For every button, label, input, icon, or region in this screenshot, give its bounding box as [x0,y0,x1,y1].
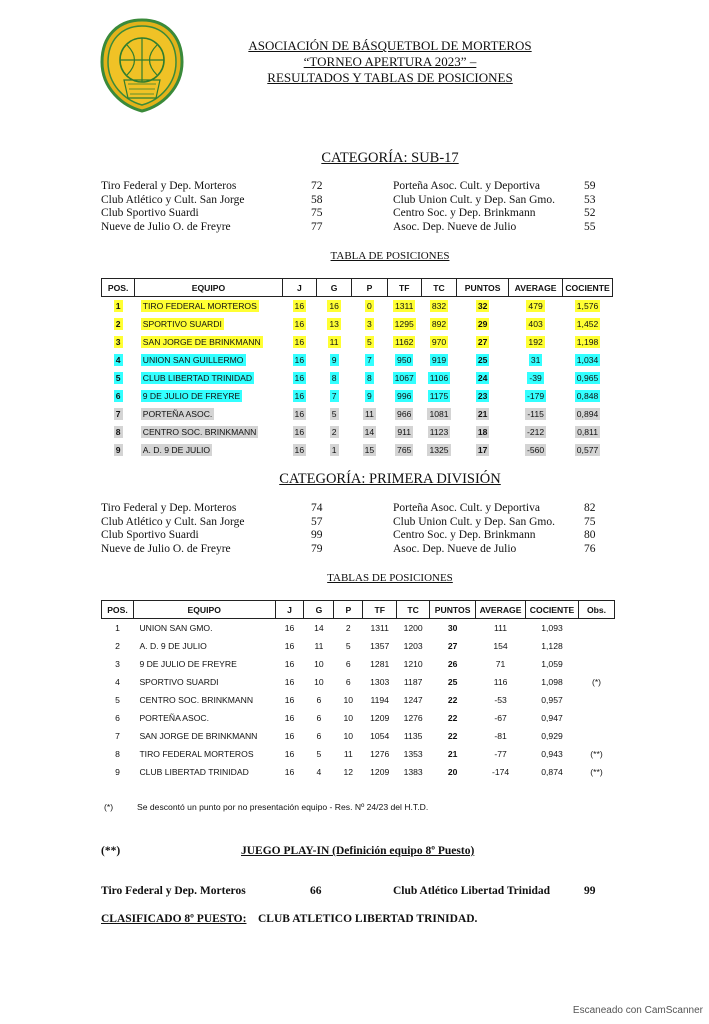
cell-tf: 1311 [394,301,414,311]
cell-g: 5 [331,409,337,419]
sub17-standings-table [101,278,613,459]
cell-pos: 6 [115,391,121,401]
category-primera-title: CATEGORÍA: PRIMERA DIVISIÓN [279,471,501,487]
cell-obs [578,691,614,709]
table-row [102,369,613,387]
sub17-results [101,180,621,235]
cell-tc: 1123 [429,427,449,437]
column-header: J [282,279,316,297]
cell-tf: 1162 [394,337,414,347]
cell-p: 11 [364,409,374,419]
cell-team: 9 DE JULIO DE FREYRE [142,391,241,401]
table-row [102,387,613,405]
sub17-table-title: TABLA DE POSICIONES [330,250,450,262]
cell-tc: 1353 [403,749,423,759]
cell-avg: -67 [494,713,507,723]
cell-pts: 27 [447,641,458,651]
cell-coc: 0,874 [541,767,563,777]
column-header: COCIENTE [526,601,579,619]
footnote-text: Se descontó un punto por no presentación equipo - Res. Nº 24/23 del H.T.D. [137,802,429,812]
cell-team: SAN JORGE DE BRINKMANN [142,337,261,347]
column-header: TC [421,279,456,297]
cell-j: 16 [294,445,305,455]
cell-g: 4 [316,767,322,777]
result-row: Tiro Federal y Dep. Morteros 72 Porteña Asoc. Cult. y Deportiva 59 [101,180,596,192]
cell-tf: 1054 [370,731,390,741]
cell-tc: 919 [431,355,447,365]
cell-coc: 1,452 [576,319,599,329]
cell-coc: 0,943 [541,749,563,759]
cell-j: 16 [294,391,305,401]
cell-pts: 29 [477,319,488,329]
primera-results [101,502,621,557]
cell-avg: -53 [494,695,507,705]
cell-g: 1 [331,445,337,455]
table-row [102,673,615,691]
cell-p: 7 [367,355,372,365]
cell-pts: 22 [447,731,458,741]
cell-obs: (**) [590,749,603,759]
cell-pos: 5 [115,695,120,705]
result-row: Club Sportivo Suardi 75 Centro Soc. y Dep. Brinkmann 52 [101,207,596,220]
cell-p: 12 [343,767,354,777]
cell-tf: 1295 [394,319,414,329]
cell-tf: 1276 [370,749,390,759]
cell-j: 16 [284,677,295,687]
cell-team: A. D. 9 DE JULIO [142,445,211,455]
playin-home-score: 66 [310,885,322,897]
cell-tc: 1210 [403,659,423,669]
table-row [102,441,613,459]
cell-g: 6 [316,695,322,705]
cell-j: 16 [284,767,295,777]
cell-team: CENTRO SOC. BRINKMANN [139,695,254,705]
result-row: Nueve de Julio O. de Freyre 77 Asoc. Dep. Nueve de Julio 55 [101,221,596,234]
cell-p: 5 [367,337,372,347]
cell-team: PORTEÑA ASOC. [139,713,210,723]
cell-avg: -81 [494,731,507,741]
cell-team: CLUB LIBERTAD TRINIDAD [139,767,249,777]
column-header: P [334,601,363,619]
cell-tc: 892 [431,319,447,329]
header-line-3: RESULTADOS Y TABLAS DE POSICIONES [267,70,513,85]
cell-tc: 832 [431,301,447,311]
cell-obs [578,637,614,655]
table-row [102,709,615,727]
cell-pts: 30 [447,623,458,633]
footnote [104,802,429,812]
result-row: Tiro Federal y Dep. Morteros 74 Porteña Asoc. Cult. y Deportiva 82 [101,502,596,514]
cell-g: 10 [314,677,324,687]
cell-pts: 24 [477,373,488,383]
table-header-row [102,601,615,619]
column-header: G [304,601,334,619]
cell-obs [578,727,614,745]
cell-pos: 7 [115,409,121,419]
table-row [102,315,613,333]
cell-coc: 0,848 [576,391,599,401]
cell-pos: 1 [115,623,120,633]
cell-pts: 18 [477,427,488,437]
cell-team: CLUB LIBERTAD TRINIDAD [142,373,253,383]
cell-tc: 1247 [403,695,423,705]
cell-avg: 403 [528,319,543,329]
cell-tf: 1281 [370,659,390,669]
cell-avg: -77 [494,749,507,759]
cell-tf: 1209 [370,713,390,723]
cell-avg: 479 [528,301,543,311]
cell-coc: 0,947 [541,713,563,723]
table-row [102,691,615,709]
cell-coc: 1,128 [541,641,563,651]
cell-p: 6 [345,677,351,687]
cell-tc: 970 [431,337,447,347]
cell-g: 8 [331,373,337,383]
column-header: AVERAGE [509,279,563,297]
table-row [102,745,615,763]
result-row: Club Atlético y Cult. San Jorge 58 Club Union Cult. y Dep. San Gmo. 53 [101,193,596,206]
cell-team: A. D. 9 DE JULIO [139,641,207,651]
playin-home-team: Tiro Federal y Dep. Morteros [101,885,246,897]
cell-g: 11 [329,337,339,347]
cell-g: 13 [329,319,339,329]
classified-label: CLASIFICADO 8º PUESTO: [101,913,247,925]
column-header: J [275,601,304,619]
cell-pts: 25 [447,677,458,687]
cell-p: 10 [343,695,354,705]
column-header: EQUIPO [133,601,275,619]
cell-pts: 21 [447,749,458,759]
cell-pts: 25 [477,355,488,365]
cell-tf: 1067 [394,373,414,383]
cell-pos: 6 [115,713,120,723]
cell-pos: 3 [115,659,120,669]
cell-tf: 966 [397,409,412,419]
cell-pos: 3 [115,337,121,347]
cell-team: 9 DE JULIO DE FREYRE [139,659,237,669]
cell-obs [578,709,614,727]
cell-p: 2 [345,623,351,633]
cell-pos: 7 [115,731,120,741]
footnote-mark: (*) [104,802,114,812]
cell-tc: 1203 [403,641,423,651]
cell-pts: 23 [477,391,488,401]
cell-tf: 1209 [370,767,390,777]
cell-pos: 4 [115,355,121,365]
cell-coc: 1,034 [576,355,599,365]
table-row [102,637,615,655]
cell-avg: 31 [530,355,541,365]
cell-pts: 22 [447,695,458,705]
cell-pos: 8 [115,427,121,437]
cell-tf: 1303 [370,677,390,687]
cell-j: 16 [284,731,295,741]
cell-pts: 27 [477,337,488,347]
cell-team: UNION SAN GMO. [139,623,213,633]
cell-j: 16 [294,319,305,329]
result-row: Club Sportivo Suardi 99 Centro Soc. y Dep. Brinkmann 80 [101,529,596,542]
cell-tf: 1194 [370,695,389,705]
cell-team: SAN JORGE DE BRINKMANN [139,731,258,741]
header-line-2: “TORNEO APERTURA 2023” – [303,54,477,69]
playin-away-score: 99 [584,885,596,897]
cell-pts: 17 [477,445,488,455]
cell-coc: 1,059 [541,659,563,669]
cell-p: 10 [343,713,354,723]
table-header-row [102,279,613,297]
cell-avg: -179 [526,391,545,401]
cell-tf: 996 [397,391,412,401]
cell-team: TIRO FEDERAL MORTEROS [142,301,257,311]
result-row: Club Atlético y Cult. San Jorge 57 Club Union Cult. y Dep. San Gmo. 75 [101,515,596,528]
cell-p: 10 [343,731,354,741]
playin-away-team: Club Atlético Libertad Trinidad [393,885,551,897]
cell-coc: 1,098 [541,677,563,687]
cell-team: SPORTIVO SUARDI [142,319,222,329]
column-header: POS. [102,279,135,297]
cell-p: 11 [343,749,353,759]
cell-pts: 32 [477,301,488,311]
cell-team: PORTEÑA ASOC. [142,409,213,419]
cell-obs: (*) [591,677,602,687]
cell-j: 16 [294,373,305,383]
column-header: EQUIPO [135,279,282,297]
cell-j: 16 [294,337,305,347]
cell-j: 16 [284,659,295,669]
cell-j: 16 [284,749,295,759]
cell-tf: 950 [397,355,412,365]
column-header: PUNTOS [430,601,476,619]
column-header: POS. [102,601,134,619]
cell-g: 11 [314,641,324,651]
cell-pos: 8 [115,749,120,759]
cell-avg: 111 [494,623,508,633]
cell-j: 16 [294,427,305,437]
cell-team: UNION SAN GUILLERMO [142,355,244,365]
column-header: TC [397,601,430,619]
cell-g: 10 [314,659,324,669]
cell-pos: 9 [115,767,120,777]
table-row [102,351,613,369]
cell-tc: 1135 [403,731,423,741]
table-row [102,405,613,423]
cell-j: 16 [284,641,295,651]
cell-coc: 1,093 [541,623,563,633]
cell-coc: 1,198 [576,337,599,347]
table-row [102,727,615,745]
cell-g: 6 [316,731,322,741]
cell-avg: 154 [493,641,508,651]
cell-g: 9 [331,355,337,365]
cell-avg: 192 [528,337,543,347]
cell-tc: 1175 [429,391,449,401]
cell-avg: -212 [526,427,545,437]
cell-pts: 20 [447,767,458,777]
cell-pos: 5 [115,373,121,383]
table-row [102,423,613,441]
table-row [102,333,613,351]
cell-pos: 2 [115,641,120,651]
cell-coc: 0,577 [576,445,599,455]
cell-pts: 26 [447,659,458,669]
classified-team: CLUB ATLETICO LIBERTAD TRINIDAD. [258,913,478,925]
cell-tc: 1276 [403,713,423,723]
playin-mark: (**) [101,845,121,857]
cell-tc: 1383 [403,767,423,777]
category-sub17-title: CATEGORÍA: SUB-17 [321,150,459,166]
table-row [102,763,615,781]
cell-g: 6 [316,713,322,723]
cell-pts: 22 [447,713,458,723]
column-header: P [352,279,387,297]
cell-g: 16 [329,301,339,311]
cell-coc: 0,965 [576,373,599,383]
column-header: AVERAGE [476,601,526,619]
cell-tc: 1200 [403,623,423,633]
cell-tf: 911 [397,427,412,437]
cell-coc: 0,811 [577,427,598,437]
cell-obs: (**) [590,767,603,777]
table-row [102,619,615,638]
column-header: COCIENTE [563,279,613,297]
cell-avg: -174 [491,767,510,777]
table-row [102,297,613,316]
cell-tc: 1187 [403,677,423,687]
column-header: TF [387,279,421,297]
cell-team: CENTRO SOC. BRINKMANN [142,427,257,437]
cell-p: 5 [345,641,351,651]
cell-p: 14 [364,427,375,437]
cell-avg: -39 [529,373,542,383]
cell-avg: -560 [526,445,545,455]
primera-standings-table [101,600,615,781]
cell-p: 3 [367,319,372,329]
cell-pos: 9 [115,445,121,455]
primera-table-title: TABLAS DE POSICIONES [327,572,453,584]
cell-coc: 0,894 [576,409,599,419]
table-row [102,655,615,673]
cell-p: 8 [367,373,372,383]
playin-title: JUEGO PLAY-IN (Definición equipo 8º Puesto) [241,845,475,857]
cell-team: SPORTIVO SUARDI [139,677,219,687]
cell-pts: 21 [477,409,488,419]
cell-pos: 1 [115,301,121,311]
cell-tc: 1325 [429,445,449,455]
cell-j: 16 [284,623,295,633]
cell-j: 16 [294,301,305,311]
cell-j: 16 [294,355,305,365]
cell-tc: 1106 [429,373,449,383]
cell-team: TIRO FEDERAL MORTEROS [139,749,254,759]
result-row: Nueve de Julio O. de Freyre 79 Asoc. Dep. Nueve de Julio 76 [101,543,596,556]
cell-coc: 0,929 [541,731,563,741]
cell-p: 9 [367,391,372,401]
cell-p: 0 [367,301,372,311]
cell-obs [578,655,614,673]
column-header: PUNTOS [457,279,509,297]
cell-g: 7 [331,391,337,401]
cell-j: 16 [284,713,295,723]
cell-avg: -115 [527,409,544,419]
cell-g: 14 [314,623,324,633]
cell-p: 6 [345,659,351,669]
cell-avg: 116 [493,677,508,687]
cell-g: 2 [331,427,337,437]
cell-pos: 2 [115,319,121,329]
cell-avg: 71 [495,659,506,669]
cell-obs [578,619,614,638]
cell-pos: 4 [115,677,120,687]
cell-tc: 1081 [429,409,449,419]
cell-tf: 765 [397,445,412,455]
cell-coc: 0,957 [541,695,563,705]
scanner-watermark: Escaneado con CamScanner [572,1005,703,1016]
column-header: G [316,279,351,297]
association-logo [100,18,184,113]
header-line-1: ASOCIACIÓN DE BÁSQUETBOL DE MORTEROS [248,38,532,53]
cell-j: 16 [284,695,295,705]
cell-j: 16 [294,409,305,419]
cell-tf: 1357 [370,641,390,651]
cell-coc: 1,576 [576,301,599,311]
cell-g: 5 [316,749,322,759]
column-header: TF [363,601,397,619]
column-header: Obs. [578,601,614,619]
cell-p: 15 [364,445,375,455]
cell-tf: 1311 [370,623,389,633]
